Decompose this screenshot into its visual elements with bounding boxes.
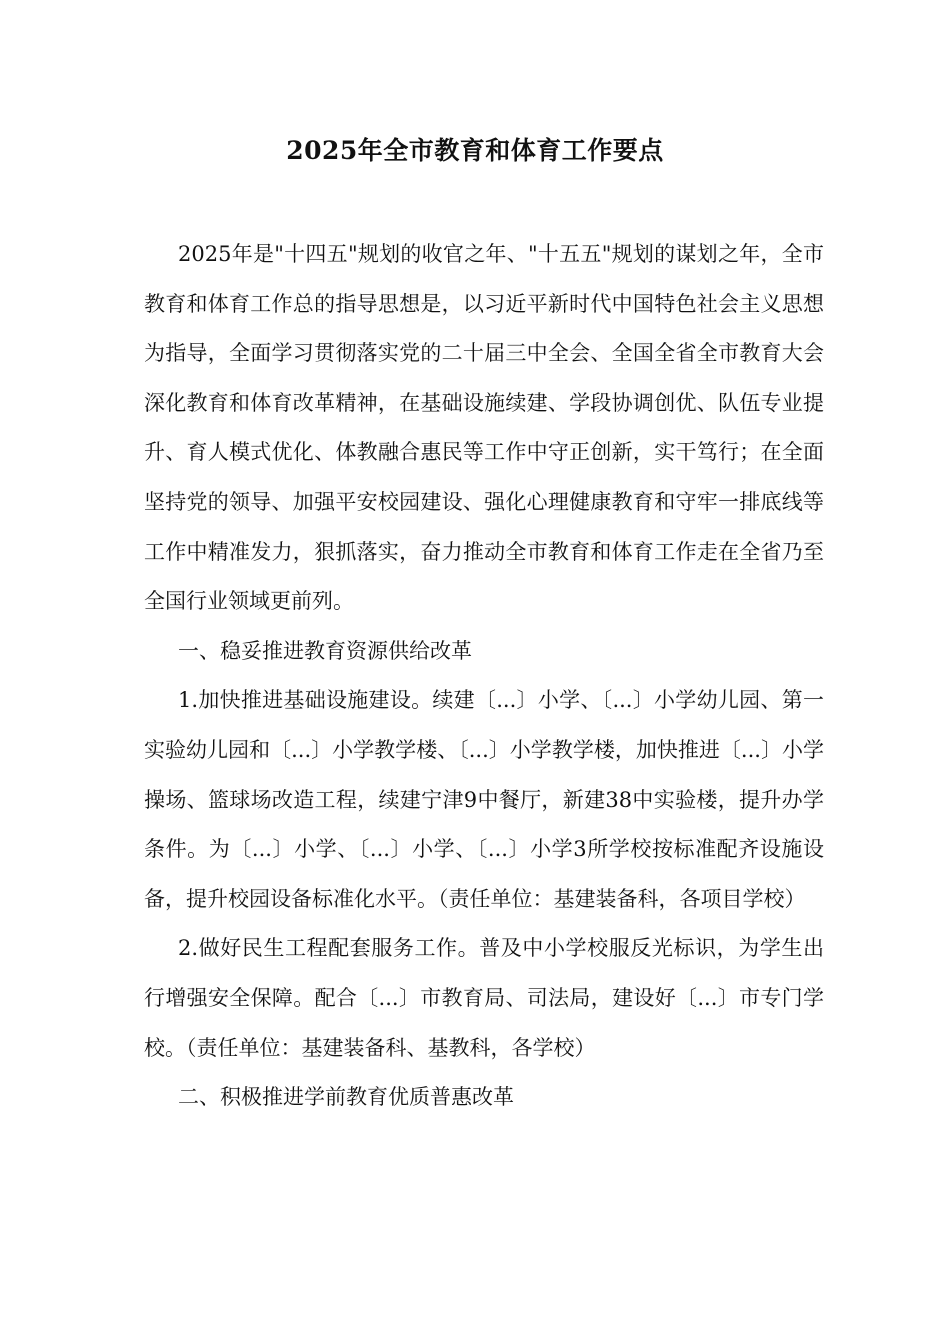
item-paragraph-1: 1.加快推进基础设施建设。续建〔...〕小学、〔...〕小学幼儿园、第一实验幼儿园和〔...〕小学教学楼、〔...〕小学教学楼，加快推进〔...〕小学操场、篮球场改造工程，续建宁津9中餐厅，新建38中实验楼，提升办学条件。为〔...〕小学、〔...〕小学、〔...〕小学3所学校按标准配齐设施设备，提升校园设备标准化水平。（责任单位：基建装备科，各项目学校） [144, 688, 824, 911]
intro-paragraph: 2025年是"十四五"规划的收官之年、"十五五"规划的谋划之年，全市教育和体育工作总的指导思想是，以习近平新时代中国特色社会主义思想为指导，全面学习贯彻落实党的二十届三中全会、全国全省全市教育大会深化教育和体育改革精神，在基础设施续建、学段协调创优、队伍专业提升、育人模式优化、体教融合惠民等工作中守正创新，实干笃行；在全面坚持党的领导、加强平安校园建设、强化心理健康教育和守牢一排底线等工作中精准发力，狠抓落实，奋力推动全市教育和体育工作走在全省乃至全国行业领域更前列。 [144, 242, 824, 614]
item-paragraph-2: 2.做好民生工程配套服务工作。普及中小学校服反光标识，为学生出行增强安全保障。配合〔...〕市教育局、司法局，建设好〔...〕市专门学校。（责任单位：基建装备科、基教科，各学校） [144, 936, 824, 1060]
document-body [144, 230, 824, 1123]
document-title: 2025年全市教育和体育工作要点 [286, 136, 664, 165]
section-heading-1: 一、稳妥推进教育资源供给改革 [178, 638, 472, 663]
section-heading-2: 二、积极推进学前教育优质普惠改革 [178, 1085, 514, 1110]
